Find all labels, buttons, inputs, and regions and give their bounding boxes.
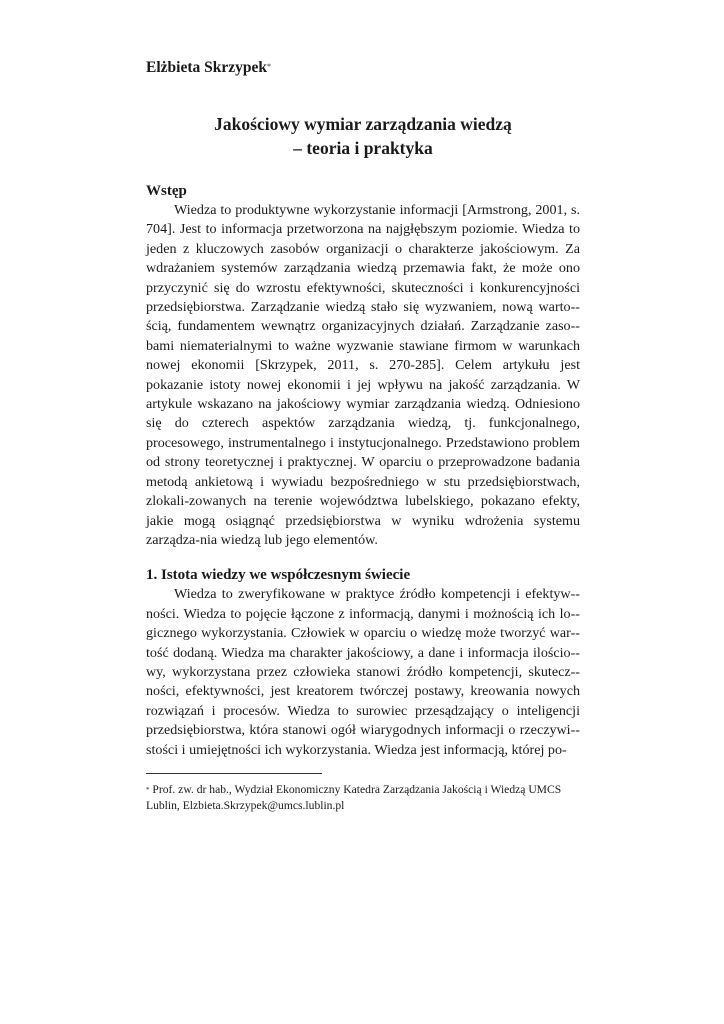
title-line-1: Jakościowy wymiar zarządzania wiedzą xyxy=(214,114,512,134)
section-1-paragraph: Wiedza to zweryfikowane w praktyce źródło kompetencji i efektyw-ności. Wiedza to pojęcie łączone z informacją, danymi i możnością ich lo-gicznego wykorzystania. Człowiek w oparciu o wiedzę może tworzyć war-tość dodaną. Wiedza ma charakter jakościowy, a dane i informacja ilościo-wy, wykorzystana przez człowieka stanowi źródło kompetencji, skutecz-ności, efektywności, jest kreatorem twórczej postawy, kreowania nowych rozwiązań i procesów. Wiedza to surowiec przesądzający o inteligencji przedsiębiorstwa, która stanowi ogół wiarygodnych informacji o rzeczywi-stości i umiejętności ich wykorzystania. Wiedza jest informacją, której po- xyxy=(146,586,580,758)
footnote-divider xyxy=(146,773,322,774)
footnote xyxy=(146,782,580,814)
intro-paragraph: Wiedza to produktywne wykorzystanie informacji [Armstrong, 2001, s. 704]. Jest to informacja przetworzona na najgłębszym poziomie. Wiedza to jeden z kluczowych zasobów organizacji o charakterze jakościowym. Za wdrażaniem systemów zarządzania wiedzą przemawia fakt, że może ono przyczynić się do wzrostu efektywności, skuteczności i konkurencyjności przedsiębiorstwa. Zarządzanie wiedzą stało się wyzwaniem, nową warto-ścią, fundamentem wewnątrz organizacyjnych działań. Zarządzanie zaso-bami niematerialnymi to ważne wyzwanie stawiane firmom w warunkach nowej ekonomii [Skrzypek, 2011, s. 270-285]. Celem artykułu jest pokazanie istoty nowej ekonomii i jej wpływu na jakość zarządzania. W artykule wskazano na jakościowy wymiar zarządzania wiedzą. Odniesiono się do czterech aspektów zarządzania wiedzą, tj. funkcjonalnego, procesowego, instrumentalnego i instytucjonalnego. Przedstawiono problem od strony teoretycznej i praktycznej. W oparciu o przeprowadzone badania metodą ankietową i wywiadu bezpośredniego w stu przedsiębiorstwach, zlokali-zowanych na terenie województwa lubelskiego, pokazano efekty, jakie mogą osiągnąć przedsiębiorstwa w wyniku wdrożenia systemu zarządza-nia wiedzą lub jego elementów. xyxy=(146,202,580,548)
author-name: Elżbieta Skrzypek xyxy=(146,59,267,76)
title-line-2: – teoria i praktyka xyxy=(293,138,433,158)
section-1-heading: 1. Istota wiedzy we współczesnym świecie xyxy=(146,567,411,584)
footnote-marker: * xyxy=(146,785,150,794)
author-footnote-marker: * xyxy=(267,62,271,71)
footnote-text: Prof. zw. dr hab., Wydział Ekonomiczny Katedra Zarządzania Jakością i Wiedzą UMCS Lublin, Elzbieta.Skrzypek@umcs.lublin.pl xyxy=(146,782,562,812)
intro-heading: Wstęp xyxy=(146,183,187,199)
document-page xyxy=(146,58,580,814)
article-title xyxy=(146,112,580,160)
author-line xyxy=(146,58,580,78)
